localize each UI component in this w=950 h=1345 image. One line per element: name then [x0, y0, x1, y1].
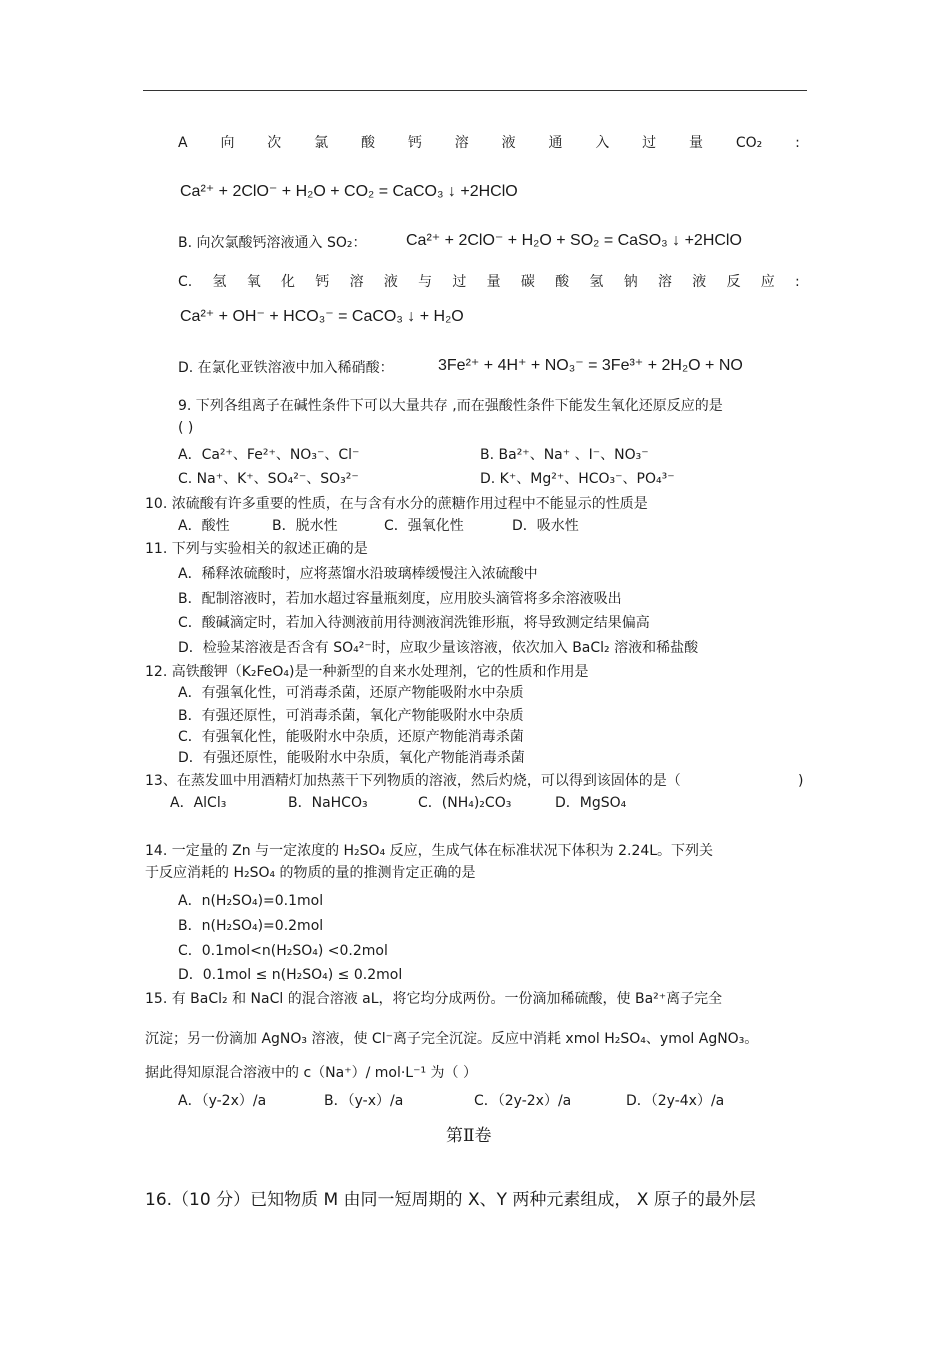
q9-option-c: C. Na⁺、K⁺、SO₄²⁻、SO₃²⁻: [178, 471, 359, 487]
q8-c-equation: Ca²⁺ + OH⁻ + HCO₃⁻ = CaCO₃ ↓ + H₂O: [180, 308, 464, 325]
q10-option-b: B．脱水性: [272, 518, 338, 534]
q15-stem-line1: 15. 有 BaCl₂ 和 NaCl 的混合溶液 aL，将它均分成两份。一份滴加稀硫酸，使 Ba²⁺离子完全: [145, 991, 723, 1007]
q13-option-c: C．(NH₄)₂CO₃: [418, 795, 512, 811]
q11-option-b: B．配制溶液时，若加水超过容量瓶刻度，应用胶头滴管将多余溶液吸出: [178, 591, 622, 607]
q11-stem: 11. 下列与实验相关的叙述正确的是: [145, 541, 368, 557]
q11-option-a: A．稀释浓硫酸时，应将蒸馏水沿玻璃棒缓慢注入浓硫酸中: [178, 566, 538, 582]
q9-stem: 9. 下列各组离子在碱性条件下可以大量共存 ,而在强酸性条件下能发生氧化还原反应的是: [178, 398, 723, 414]
header-rule: [143, 90, 807, 91]
q8-a-equation: Ca²⁺ + 2ClO⁻ + H₂O + CO₂ = CaCO₃ ↓ +2HClO: [180, 183, 518, 200]
q15-option-c: C．（2y-2x）/a: [474, 1093, 572, 1109]
q14-option-c: C．0.1mol<n(H₂SO₄) <0.2mol: [178, 943, 388, 959]
section-title: 第Ⅱ卷: [446, 1126, 492, 1146]
q13-option-a: A．AlCl₃: [170, 795, 227, 811]
q14-option-a: A．n(H₂SO₄)=0.1mol: [178, 893, 324, 909]
q8-b-text: B. 向次氯酸钙溶液通入 SO₂：: [178, 235, 367, 251]
q12-option-c: C．有强氧化性，能吸附水中杂质，还原产物能消毒杀菌: [178, 729, 524, 745]
q8-a-label: A 向 次 氯 酸 钙 溶 液 通 入 过 量 CO₂ :: [178, 135, 800, 151]
q8-d-equation: 3Fe²⁺ + 4H⁺ + NO₃⁻ = 3Fe³⁺ + 2H₂O + NO: [438, 357, 743, 374]
q15-option-a: A．（y-2x）/a: [178, 1093, 267, 1109]
q13-options: [170, 794, 626, 812]
q15-option-d: D．（2y-4x）/a: [626, 1093, 725, 1109]
q10-option-a: A．酸性: [178, 518, 230, 534]
q8-b-equation: Ca²⁺ + 2ClO⁻ + H₂O + SO₂ = CaSO₃ ↓ +2HClO: [406, 232, 742, 249]
q14-stem-line2: 于反应消耗的 H₂SO₄ 的物质的量的推测肯定正确的是: [145, 865, 476, 881]
q10-options: [178, 517, 579, 535]
q9-answer-paren: ( ): [178, 420, 194, 436]
q8-c-label: C. 氢 氧 化 钙 溶 液 与 过 量 碳 酸 氢 钠 溶 液 反 应 :: [178, 274, 800, 290]
q9-option-a: A．Ca²⁺、Fe²⁺、NO₃⁻、Cl⁻: [178, 447, 360, 463]
q10-stem: 10. 浓硫酸有许多重要的性质，在与含有水分的蔗糖作用过程中不能显示的性质是: [145, 496, 648, 512]
q10-option-d: D．吸水性: [512, 518, 579, 534]
q12-option-d: D．有强还原性，能吸附水中杂质，氧化产物能消毒杀菌: [178, 750, 525, 766]
q13-option-b: B．NaHCO₃: [288, 795, 368, 811]
q8-d-text: D. 在氯化亚铁溶液中加入稀硝酸：: [178, 360, 394, 376]
q11-option-d: D．检验某溶液是否含有 SO₄²⁻时，应取少量该溶液，依次加入 BaCl₂ 溶液和稀盐酸: [178, 640, 699, 656]
q10-option-c: C．强氧化性: [384, 518, 464, 534]
q11-option-c: C．酸碱滴定时，若加入待测液前用待测液润洗锥形瓶，将导致测定结果偏高: [178, 615, 650, 631]
q14-option-d: D．0.1mol ≤ n(H₂SO₄) ≤ 0.2mol: [178, 967, 403, 983]
q13-close-paren: ): [798, 773, 804, 789]
q13-option-d: D．MgSO₄: [555, 795, 627, 811]
q14-option-b: B．n(H₂SO₄)=0.2mol: [178, 918, 324, 934]
q12-stem: 12. 高铁酸钾（K₂FeO₄)是一种新型的自来水处理剂，它的性质和作用是: [145, 664, 589, 680]
q12-option-a: A．有强氧化性，可消毒杀菌，还原产物能吸附水中杂质: [178, 685, 524, 701]
q12-option-b: B．有强还原性，可消毒杀菌，氧化产物能吸附水中杂质: [178, 708, 524, 724]
q15-stem-line3: 据此得知原混合溶液中的 c（Na⁺）/ mol·L⁻¹ 为（ ）: [145, 1065, 477, 1081]
q9-option-d: D. K⁺、Mg²⁺、HCO₃⁻、PO₄³⁻: [480, 471, 675, 487]
q16-stem: 16.（10 分）已知物质 M 由同一短周期的 X、Y 两种元素组成， X 原子的最外层: [145, 1190, 756, 1210]
q15-option-b: B．（y-x）/a: [324, 1093, 404, 1109]
q9-option-b: B. Ba²⁺、Na⁺ 、I⁻、NO₃⁻: [480, 447, 649, 463]
q15-options: [178, 1092, 724, 1110]
q15-stem-line2: 沉淀；另一份滴加 AgNO₃ 溶液，使 Cl⁻离子完全沉淀。反应中消耗 xmol H₂SO₄、ymol AgNO₃。: [145, 1031, 759, 1047]
q13-stem: 13、在蒸发皿中用酒精灯加热蒸干下列物质的溶液，然后灼烧，可以得到该固体的是（: [145, 773, 681, 789]
q14-stem-line1: 14. 一定量的 Zn 与一定浓度的 H₂SO₄ 反应，生成气体在标准状况下体积为 2.24L。下列关: [145, 843, 714, 859]
